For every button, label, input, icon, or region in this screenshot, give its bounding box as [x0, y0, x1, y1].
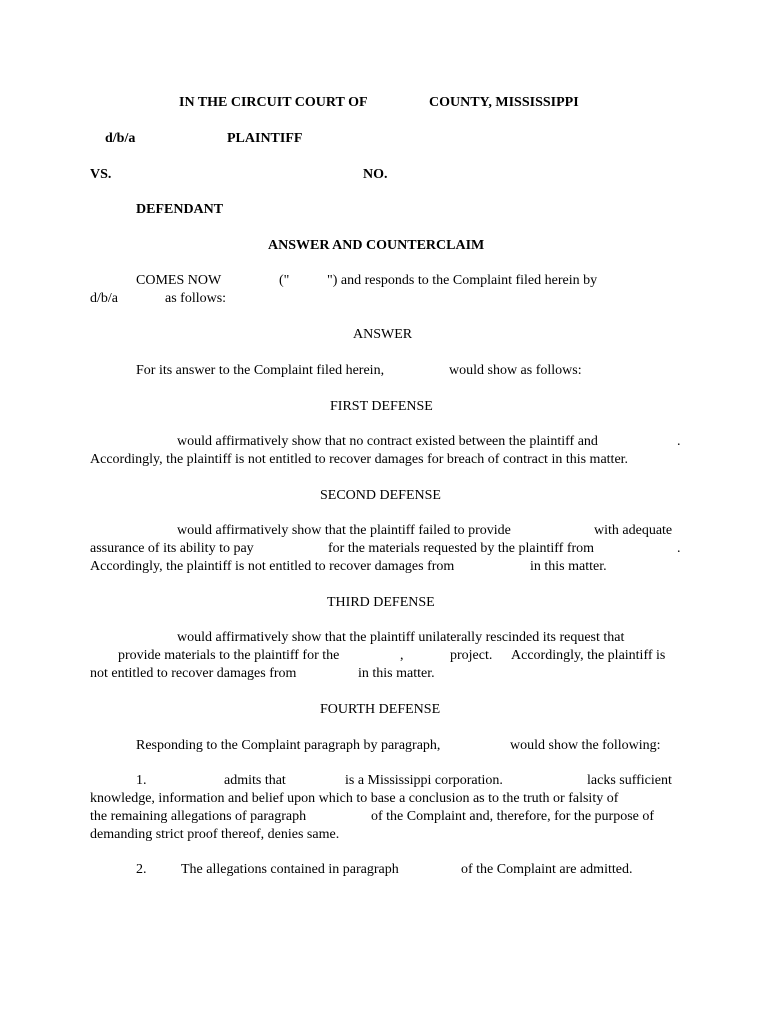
paragraph-1-line3-b: of the Complaint and, therefore, for the purpose of — [371, 809, 655, 824]
third-defense-line2-a: provide materials to the plaintiff for the — [118, 648, 340, 663]
document-title: ANSWER AND COUNTERCLAIM — [268, 238, 485, 253]
intro-quote-open: (" — [279, 273, 290, 288]
first-defense-line1-end: . — [677, 434, 681, 449]
first-defense-line2: Accordingly, the plaintiff is not entitled to recover damages for breach of contract in this matter. — [90, 452, 629, 467]
second-defense-line1-b: with adequate — [594, 523, 673, 538]
answer-lead-a: For its answer to the Complaint filed herein, — [136, 363, 385, 378]
third-defense-line3-b: in this matter. — [358, 666, 435, 681]
court-heading-right: COUNTY, MISSISSIPPI — [429, 95, 579, 110]
third-defense-line3-a: not entitled to recover damages from — [90, 666, 297, 681]
court-heading-left: IN THE CIRCUIT COURT OF — [179, 95, 368, 110]
paragraph-1-b: is a Mississippi corporation. — [345, 773, 503, 788]
intro-responds: ") and responds to the Complaint filed herein by — [327, 273, 598, 288]
paragraph-2-number: 2. — [136, 862, 147, 877]
second-defense-line1-a: would affirmatively show that the plaintiff failed to provide — [177, 523, 511, 538]
paragraph-1-line2: knowledge, information and belief upon which to base a conclusion as to the truth or falsity of — [90, 791, 619, 806]
defendant-label: DEFENDANT — [136, 202, 224, 217]
third-defense-line1: would affirmatively show that the plaintiff unilaterally rescinded its request that — [177, 630, 625, 645]
paragraph-1-line4: demanding strict proof thereof, denies same. — [90, 827, 340, 842]
second-defense-heading: SECOND DEFENSE — [320, 488, 441, 503]
second-defense-line2-a: assurance of its ability to pay — [90, 541, 254, 556]
answer-lead-b: would show as follows: — [449, 363, 582, 378]
first-defense-heading: FIRST DEFENSE — [330, 399, 433, 414]
case-number-label: NO. — [363, 167, 388, 182]
third-defense-line2-b: project. — [450, 648, 493, 663]
second-defense-line2-b: for the materials requested by the plaintiff from — [328, 541, 595, 556]
second-defense-line3-b: in this matter. — [530, 559, 607, 574]
paragraph-1-a: admits that — [224, 773, 286, 788]
third-defense-line2-comma: , — [400, 648, 404, 663]
fourth-defense-heading: FOURTH DEFENSE — [320, 702, 441, 717]
plaintiff-dba: d/b/a — [105, 131, 136, 146]
second-defense-line2-end: . — [677, 541, 681, 556]
paragraph-1-number: 1. — [136, 773, 147, 788]
versus-label: VS. — [90, 167, 112, 182]
fourth-defense-lead-a: Responding to the Complaint paragraph by paragraph, — [136, 738, 441, 753]
intro-dba: d/b/a — [90, 291, 118, 306]
paragraph-2-b: of the Complaint are admitted. — [461, 862, 633, 877]
second-defense-line3-a: Accordingly, the plaintiff is not entitled to recover damages from — [90, 559, 455, 574]
answer-heading: ANSWER — [353, 327, 413, 342]
third-defense-line2-c: Accordingly, the plaintiff is — [511, 648, 666, 663]
third-defense-heading: THIRD DEFENSE — [327, 595, 435, 610]
first-defense-line1: would affirmatively show that no contract existed between the plaintiff and — [177, 434, 598, 449]
plaintiff-label: PLAINTIFF — [227, 131, 303, 146]
paragraph-1-c: lacks sufficient — [587, 773, 672, 788]
fourth-defense-lead-b: would show the following: — [510, 738, 661, 753]
intro-comes-now: COMES NOW — [136, 273, 222, 288]
intro-as-follows: as follows: — [165, 291, 227, 306]
paragraph-2-a: The allegations contained in paragraph — [181, 862, 399, 877]
paragraph-1-line3-a: the remaining allegations of paragraph — [90, 809, 307, 824]
